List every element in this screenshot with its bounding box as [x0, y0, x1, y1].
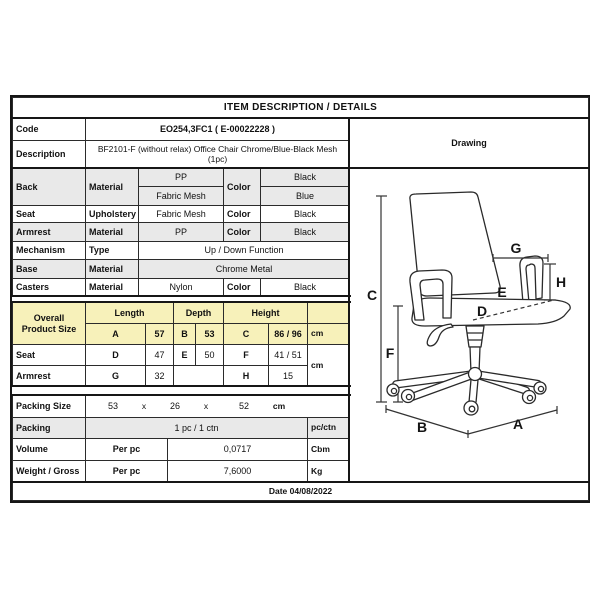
description-value: BF2101-F (without relax) Office Chair Chrome/Blue-Black Mesh (1pc): [85, 140, 350, 169]
rule-drawing-divider: [348, 117, 350, 482]
back-material-2: Fabric Mesh: [138, 186, 224, 206]
rule-packing-top: [12, 394, 351, 396]
back-label: Back: [12, 168, 86, 206]
rule-below-description: [12, 167, 589, 169]
armrest-label: Armrest: [12, 222, 86, 242]
base-attr: Material: [85, 259, 139, 279]
seat-color-label: Color: [223, 205, 261, 223]
packing-value: 1 pc / 1 ctn: [85, 417, 308, 439]
packing-size-length: 53: [107, 401, 118, 412]
size-seat-label: Seat: [12, 344, 86, 366]
rule-size-bottom: [12, 385, 351, 387]
casters-color: Black: [260, 278, 350, 297]
size-seat-length-key: D: [85, 344, 146, 366]
packing-unit: pc/ctn: [307, 417, 350, 439]
base-label: Base: [12, 259, 86, 279]
size-section-label: Overall Product Size: [12, 302, 86, 345]
armrest-color-label: Color: [223, 222, 261, 242]
size-armrest-depth-empty: [173, 365, 224, 387]
packing-size-depth: 26: [169, 401, 180, 412]
drawing-header: Drawing: [349, 118, 589, 169]
packing-size-unit: cm: [272, 400, 286, 411]
dim-label-h: H: [555, 274, 567, 290]
code-value: EO254,3FC1 ( E-00022228 ): [85, 118, 350, 141]
volume-basis: Per pc: [85, 438, 168, 461]
back-color-label: Color: [223, 168, 261, 206]
size-armrest-length-val: 32: [145, 365, 174, 387]
weight-unit: Kg: [307, 460, 350, 483]
dim-label-d: D: [476, 303, 488, 319]
packing-size-label: Packing Size: [12, 395, 86, 418]
mechanism-attr: Type: [85, 241, 139, 260]
back-color-2: Blue: [260, 186, 350, 206]
size-seat-length-val: 47: [145, 344, 174, 366]
weight-label: Weight / Gross: [12, 460, 86, 483]
volume-label: Volume: [12, 438, 86, 461]
dim-label-e: E: [497, 284, 507, 300]
dim-label-g: G: [510, 240, 522, 256]
rule-date-top: [12, 481, 589, 483]
seat-color: Black: [260, 205, 350, 223]
dim-label-c: C: [366, 287, 378, 303]
base-value: Chrome Metal: [138, 259, 350, 279]
mechanism-label: Mechanism: [12, 241, 86, 260]
casters-material: Nylon: [138, 278, 224, 297]
code-label: Code: [12, 118, 86, 141]
back-material-1: PP: [138, 168, 224, 187]
rule-specs-bottom: [12, 295, 351, 297]
dim-label-f: F: [385, 345, 395, 361]
date-row: Date 04/08/2022: [12, 482, 589, 501]
size-seat-depth-key: E: [173, 344, 196, 366]
size-overall-depth-key: B: [173, 323, 196, 345]
armrest-color: Black: [260, 222, 350, 242]
casters-attr: Material: [85, 278, 139, 297]
size-overall-height-key: C: [223, 323, 269, 345]
dim-label-b: B: [416, 419, 428, 435]
back-color-1: Black: [260, 168, 350, 187]
rule-below-title: [12, 117, 589, 119]
size-overall-length-key: A: [85, 323, 146, 345]
seat-label: Seat: [12, 205, 86, 223]
size-armrest-length-key: G: [85, 365, 146, 387]
size-armrest-height-key: H: [223, 365, 269, 387]
armrest-attr: Material: [85, 222, 139, 242]
back-attr: Material: [85, 168, 139, 206]
size-rows-unit: cm: [307, 344, 350, 387]
size-seat-height-val: 41 / 51: [268, 344, 308, 366]
weight-basis: Per pc: [85, 460, 168, 483]
volume-unit: Cbm: [307, 438, 350, 461]
packing-size-height: 52: [238, 401, 249, 412]
size-armrest-label: Armrest: [12, 365, 86, 387]
weight-value: 7,6000: [167, 460, 308, 483]
chair-technical-drawing: [350, 169, 588, 482]
size-header-length: Length: [85, 302, 174, 324]
size-seat-height-key: F: [223, 344, 269, 366]
size-seat-depth-val: 50: [195, 344, 224, 366]
size-overall-unit: cm: [307, 323, 350, 345]
packing-size-x2: x: [203, 400, 209, 411]
seat-attr: Upholstery: [85, 205, 139, 223]
packing-size-x1: x: [141, 400, 147, 411]
size-header-height: Height: [223, 302, 308, 324]
sheet-title: ITEM DESCRIPTION / DETAILS: [12, 97, 589, 119]
casters-label: Casters: [12, 278, 86, 297]
size-overall-length-val: 57: [145, 323, 174, 345]
seat-material: Fabric Mesh: [138, 205, 224, 223]
size-overall-depth-val: 53: [195, 323, 224, 345]
dim-label-a: A: [512, 416, 524, 432]
mechanism-value: Up / Down Function: [138, 241, 350, 260]
drawing-cell: [349, 168, 589, 483]
packing-label: Packing: [12, 417, 86, 439]
packing-size-value: [85, 395, 350, 418]
size-overall-height-val: 86 / 96: [268, 323, 308, 345]
description-label: Description: [12, 140, 86, 169]
size-armrest-height-val: 15: [268, 365, 308, 387]
volume-value: 0,0717: [167, 438, 308, 461]
armrest-material: PP: [138, 222, 224, 242]
casters-color-label: Color: [223, 278, 261, 297]
rule-size-top: [12, 301, 351, 303]
item-details-table: [10, 95, 590, 503]
size-header-unit-spacer: [307, 302, 350, 324]
size-header-depth: Depth: [173, 302, 224, 324]
